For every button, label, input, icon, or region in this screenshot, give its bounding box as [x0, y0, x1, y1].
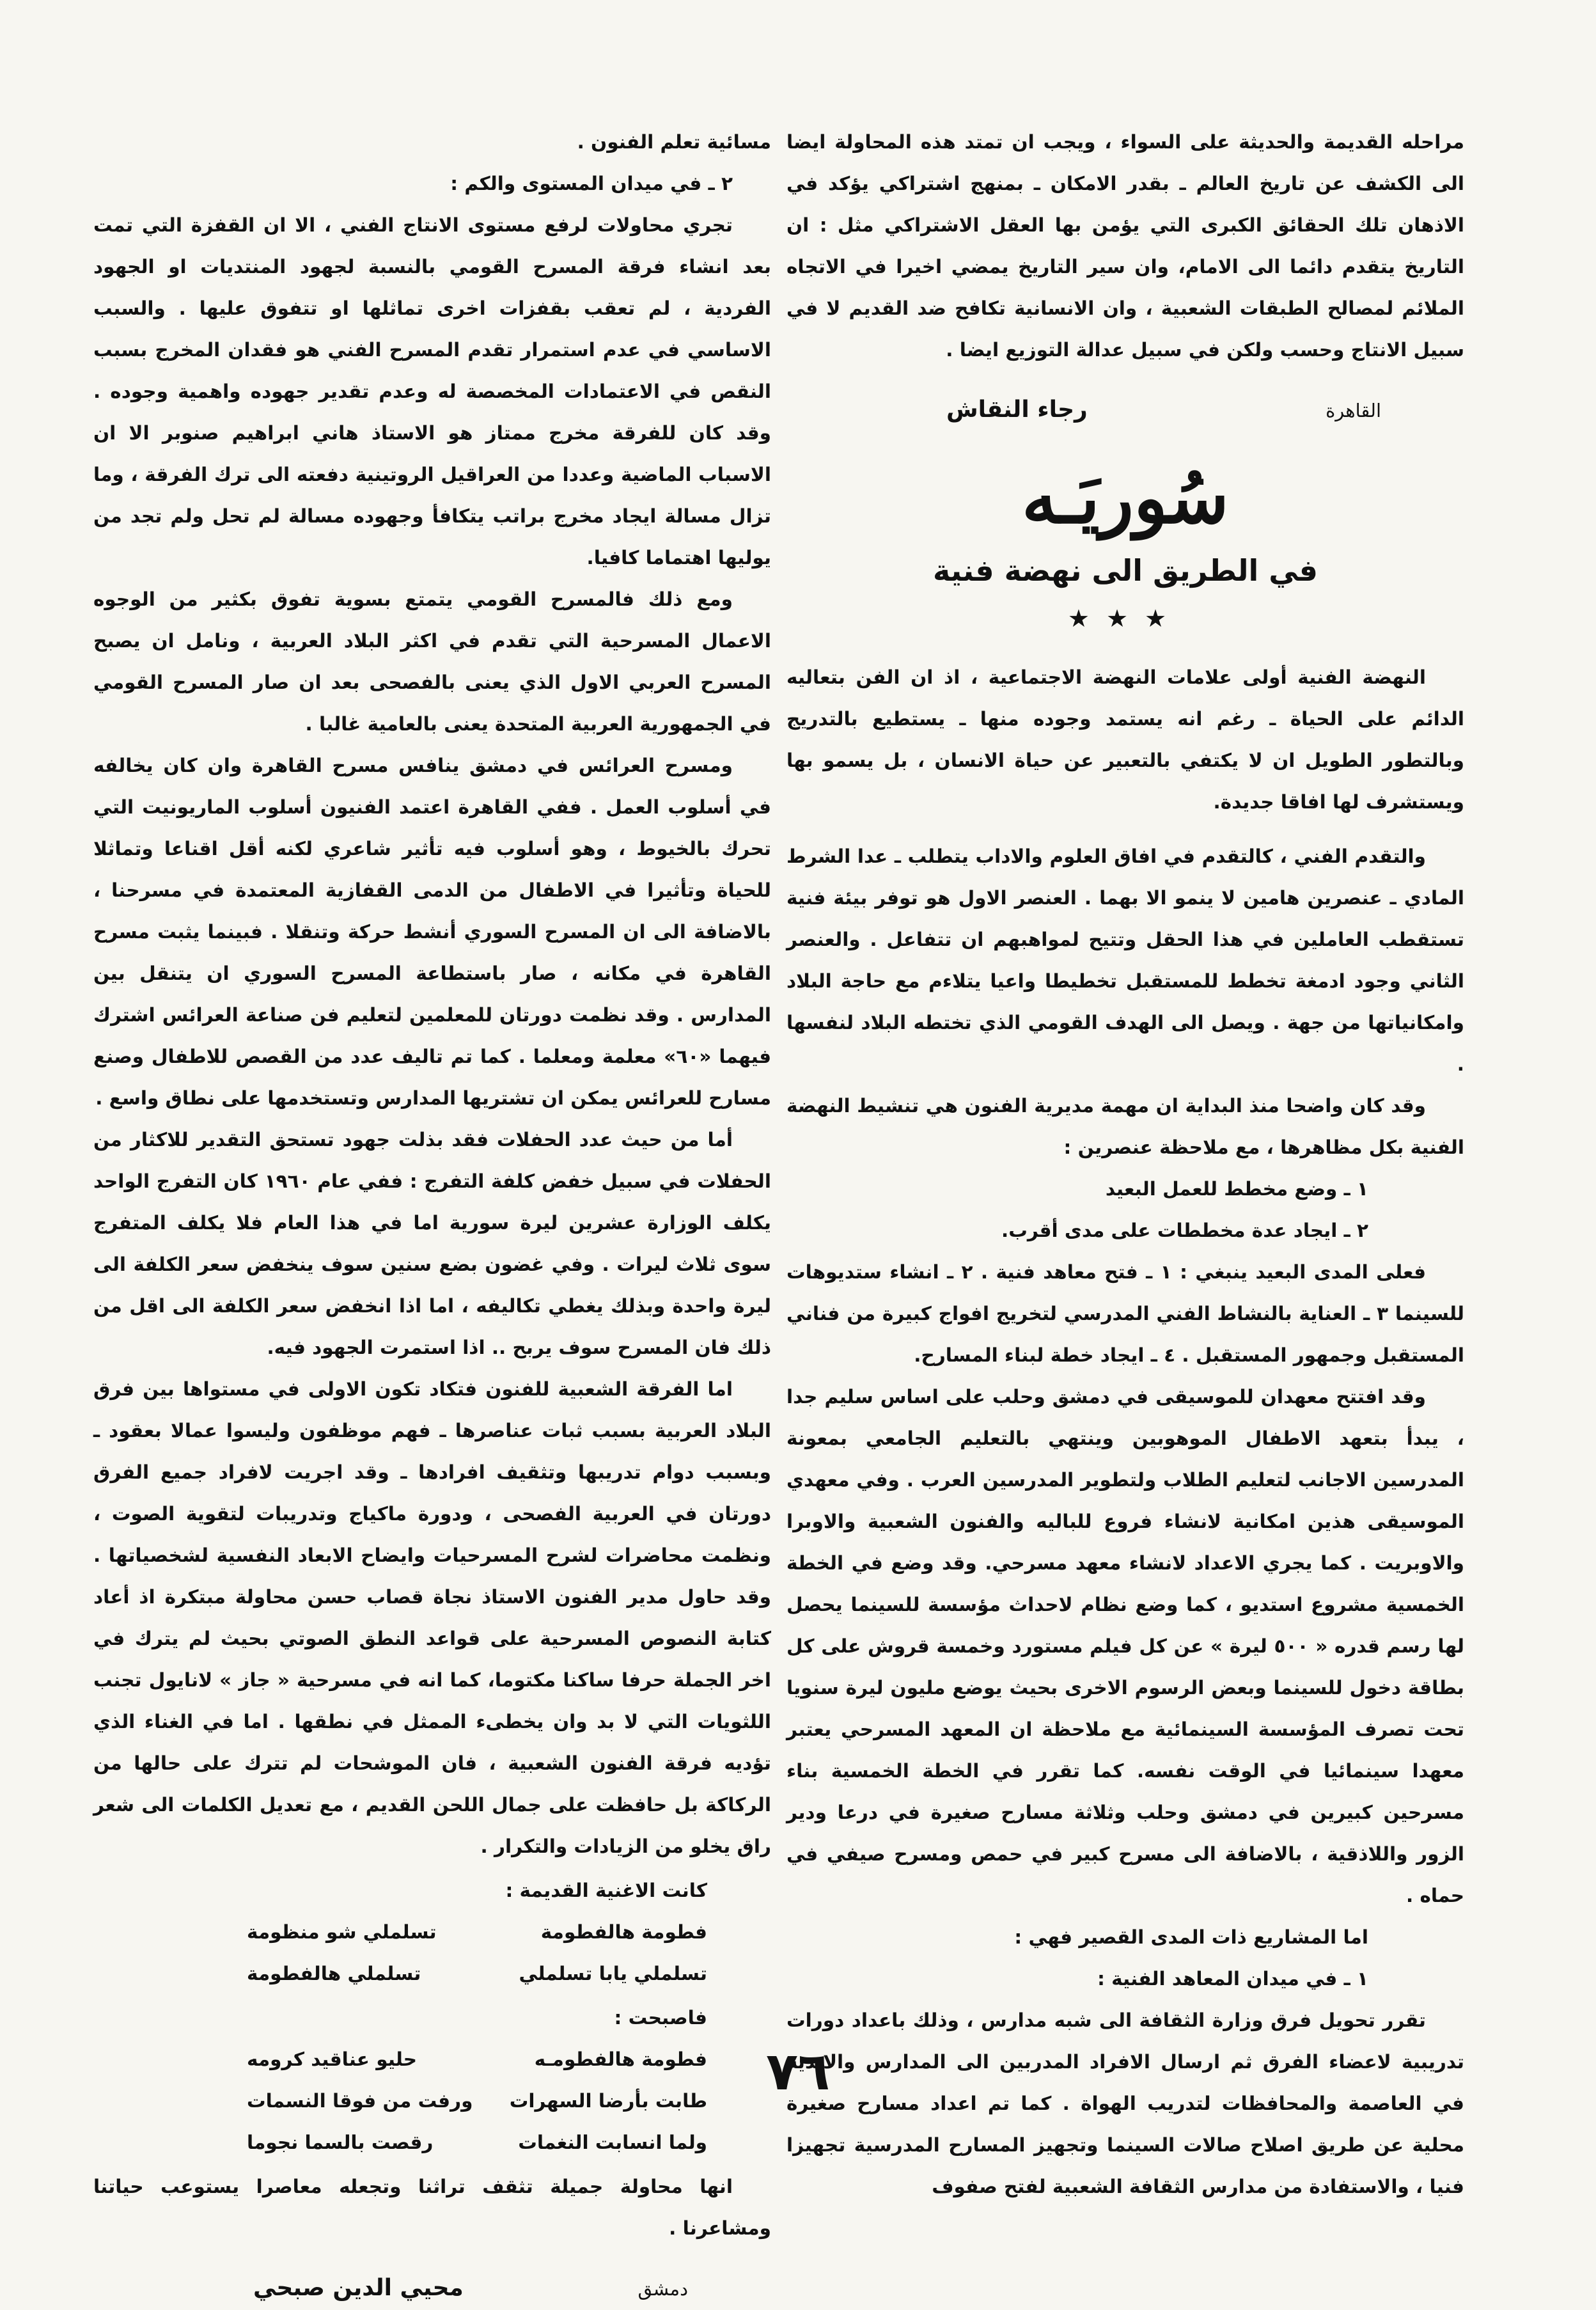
- paragraph: فعلى المدى البعيد ينبغي : ١ ـ فتح معاهد فنية . ٢ ـ انشاء ستديوهات للسينما ٣ ـ العناية بالنشاط الفني المدرسي لتخريج افواج كبيرة من فناني المستقبل وجمهور المستقبل . ٤ ـ ايجاد خطة لبناء المسارح.: [786, 1261, 1464, 1366]
- poem-verse: تسلملي يابا تسلملي: [519, 1963, 707, 1984]
- paragraph: اما المشاريع ذات المدى القصير فهي :: [1014, 1926, 1368, 1948]
- poem-verse: طابت بأرضا السهرات: [509, 2090, 707, 2112]
- list-item: ١ ـ وضع مخطط للعمل البعيد: [1105, 1178, 1368, 1200]
- signature-damascus: [93, 2267, 771, 2310]
- poem-line: [93, 1912, 771, 1953]
- paragraph: مسائية تعلم الفنون .: [577, 131, 771, 153]
- list-item: ٢ ـ في ميدان المستوى والكم :: [450, 173, 733, 194]
- page-number: ٧٦: [765, 2041, 831, 2102]
- signature-city: دمشق: [638, 2278, 688, 2300]
- poem-verse: فطومة هالفطومة: [540, 1921, 707, 1943]
- paragraph: ومسرح العرائس في دمشق ينافس مسرح القاهرة وان كان يخالفه في أسلوب العمل . ففي القاهرة اعتمد الفنيون أسلوب الماريونيت التي تحرك بالخيوط ، وهو أسلوب فيه تأثير شاعري لكنه أقل اقناعا وتماثلا للحياة وتأثيرا في الاطفال من الدمى القفازية المعتمدة في مسرحنا ، بالاضافة الى ان المسرح السوري أنشط حركة وتنقلا . فبينما يثبت مسرح القاهرة في مكانه ، صار باستطاعة المسرح السوري ان يتنقل بين المدارس . وقد نظمت دورتان للمعلمين لتعليم فن صناعة العرائس اشترك فيهما «٦٠» معلمة ومعلما . كما تم تاليف عدد من القصص للاطفال وصنع مسارح للعرائس يمكن ان تشتريها المدارس وتستخدمها على نطاق واسع .: [93, 755, 772, 1109]
- section-subtitle: في الطريق الى نهضة فنية: [933, 553, 1318, 588]
- signature-city: القاهرة: [1326, 400, 1381, 421]
- poem-heading: كانت الاغنية القديمة :: [505, 1880, 707, 1901]
- signature-cairo: [786, 389, 1464, 432]
- poem-verse: حليو عناقيد كرومه: [247, 2048, 418, 2070]
- paragraph: أما من حيث عدد الحفلات فقد بذلت جهود تستحق التقدير للاكثار من الحفلات في سبيل خفض كلفة التفرج : ففي عام ١٩٦٠ كان التفرج الواحد يكلف الوزارة عشرين ليرة سورية اما في هذا العام فلا يكلف المتفرج سوى ثلاث ليرات . وفي غضون بضع سنين سوف ينخفض سعر الكلفة الى ليرة واحدة وبذلك يغطي تكاليفه ، اما اذا انخفض سعر الكلفة الى اقل من ذلك فان المسرح سوف يربح .. اذا استمرت الجهود فيه.: [93, 1129, 771, 1358]
- poem-old: [93, 1870, 771, 1995]
- poem-line: [93, 1953, 771, 1995]
- poem-verse: رقصت بالسما نجوما: [247, 2132, 434, 2153]
- list-item: ١ ـ في ميدان المعاهد الفنية :: [1097, 1968, 1368, 1990]
- poem-verse: فطومة هالفطومـه: [534, 2048, 707, 2070]
- poem-line: [93, 2122, 771, 2164]
- right-column: [786, 122, 1464, 2208]
- signature-author: محيي الدين صبحي: [253, 2275, 464, 2301]
- paragraph: ومع ذلك فالمسرح القومي يتمتع بسوية تفوق بكثير من الوجوه الاعمال المسرحية التي تقدم في اكثر البلاد العربية ، ونامل ان يصبح المسرح العربي الاول الذي يعنى بالفصحى بعد ان صار المسرح القومي في الجمهورية العربية المتحدة يعنى بالعامية غالبا .: [93, 588, 771, 735]
- stars-divider: ★★★: [1067, 604, 1184, 632]
- poem-verse: تسلملي هالفطومة: [247, 1963, 421, 1984]
- left-column: [93, 122, 771, 2310]
- poem-verse: ولما انسابت النغمات: [518, 2132, 707, 2153]
- paragraph: والتقدم الفني ، كالتقدم في افاق العلوم والاداب يتطلب ـ عدا الشرط المادي ـ عنصرين هامين لا ينمو الا بهما . العنصر الاول هو توفر بيئة فنية تستقطب العاملين في هذا الحقل وتتيح لمواهبهم ان تتفاعل . والعنصر الثاني وجود ادمغة تخطط للمستقبل تخطيطا واعيا يتلاءم مع حاجة البلاد وامكانياتها من جهة . ويصل الى الهدف القومي الذي تختطه البلاد لنفسها .: [786, 845, 1464, 1075]
- paragraph: وقد كان واضحا منذ البداية ان مهمة مديرية الفنون هي تنشيط النهضة الفنية بكل مظاهرها ، مع ملاحظة عنصرين :: [786, 1095, 1464, 1158]
- poem-heading: فاصبحت :: [614, 2007, 707, 2029]
- paragraph: تقرر تحويل فرق وزارة الثقافة الى شبه مدارس ، وذلك باعداد دورات تدريبية لاعضاء الفرق ثم ارسال الافراد المدربين الى المدارس والاندية في العاصمة والمحافظات لتدريب الهواة . كما تم اعداد مسارح صغيرة محلية عن طريق اصلاح صالات السينما وتجهيز المسارح المدرسية تجهيزا فنيا ، والاستفادة من مدارس الثقافة الشعبية لفتح صفوف: [786, 2009, 1464, 2197]
- poem-verse: ورفت من فوقا النسمات: [247, 2090, 473, 2112]
- paragraph: انها محاولة جميلة تثقف تراثنا وتجعله معاصرا يستوعب حياتنا ومشاعرنا .: [93, 2176, 771, 2239]
- paragraph: تجري محاولات لرفع مستوى الانتاج الفني ، الا ان القفزة التي تمت بعد انشاء فرقة المسرح القومي بالنسبة لجهود المنتديات او الجهود الفردية ، لم تعقب بقفزات اخرى تماثلها او تتفوق عليها . والسبب الاساسي في عدم استمرار تقدم المسرح الفني هو فقدان المخرج بسبب النقص في الاعتمادات المخصصة له وعدم تقدير جهوده واهمية وجوده . وقد كان للفرقة مخرج ممتاز هو الاستاذ هاني ابراهيم صنوبر الا ان الاسباب الماضية وعددا من العراقيل الروتينية دفعته الى ترك الفرقة ، وما تزال مسالة ايجاد مخرج براتب يتكافأ وجهوده مسالة لم تحل ولم تجد من يوليها اهتماما كافيا.: [93, 214, 771, 569]
- paragraph: النهضة الفنية أولى علامات النهضة الاجتماعية ، اذ ان الفن بتعاليه الدائم على الحياة ـ رغم انه يستمد وجوده منها ـ يستطيع بالتدريج وبالتطور الطويل ان لا يكتفي بالتعبير عن حياة الانسان ، بل يسمو بها ويستشرف لها افاقا جديدة.: [786, 666, 1464, 813]
- list-item: ٢ ـ ايجاد عدة مخططات على مدى أقرب.: [1001, 1220, 1368, 1241]
- signature-author: رجاء النقاش: [946, 397, 1088, 423]
- poem-verse: تسلملي شو منظومة: [247, 1921, 437, 1943]
- paragraph: اما الفرقة الشعبية للفنون فتكاد تكون الاولى في مستواها بين فرق البلاد العربية بسبب ثبات عناصرها ـ فهم موظفون وليسوا عمالا بعقود ـ وبسبب دوام تدريبها وتثقيف افرادها ـ وقد اجريت لافراد جميع الفرق دورتان في العربية الفصحى ، ودورة ماكياج وتدريبات لتقوية الصوت ، ونظمت محاضرات لشرح المسرحيات وايضاح الابعاد النفسية لشخصياتها . وقد حاول مدير الفنون الاستاذ نجاة قصاب حسن محاولة مبتكرة اذ أعاد كتابة النصوص المسرحية على قواعد النطق الصوتي بحيث لم يترك في اخر الجملة حرفا ساكنا مكتوما، كما انه في مسرحية « جاز » لانايول تجنب اللثويات التي لا بد وان يخطىء الممثل في نطقها . اما في الغناء الذي تؤديه فرقة الفنون الشعبية ، فان الموشحات لم تترك على حالها من الركاكة بل حافظت على جمال اللحن القديم ، مع تعديل الكلمات الى شعر راق يخلو من الزيادات والتكرار .: [93, 1378, 771, 1857]
- paragraph: وقد افتتح معهدان للموسيقى في دمشق وحلب على اساس سليم جدا ، يبدأ بتعهد الاطفال الموهوبين وينتهي بالتعليم الجامعي بمعونة المدرسين الاجانب لتعليم الطلاب ولتطوير المدرسين العرب . وفي معهدي الموسيقى هذين امكانية لانشاء فروع للباليه والفنون الشعبية والاوبرا والاوبريت . كما يجري الاعداد لانشاء معهد مسرحي. وقد وضع في الخطة الخمسية مشروع استديو ، كما وضع نظام لاحداث مؤسسة للسينما يحصل لها رسم قدره « ٥٠٠ ليرة » عن كل فيلم مستورد وخمسة قروش على كل بطاقة دخول للسينما وبعض الرسوم الاخرى بحيث يوضع مليون ليرة سنويا تحت تصرف المؤسسة السينمائية مع ملاحظة ان المعهد المسرحي يعتبر معهدا سينمائيا في الوقت نفسه. كما تقرر في الخطة الخمسية بناء مسرحين كبيرين في دمشق وحلب وثلاثة مسارح صغيرة في درعا ودير الزور واللاذقية ، بالاضافة الى مسرح كبير في حمص ومسرح صيفي في حماه .: [786, 1386, 1464, 1906]
- intro-paragraph: مراحله القديمة والحديثة على السواء ، ويجب ان تمتد هذه المحاولة ايضا الى الكشف عن تاريخ العالم ـ بقدر الامكان ـ بمنهج اشتراكي يؤكد في الاذهان تلك الحقائق الكبرى التي يؤمن بها العقل الاشتراكي مثل : ان التاريخ يتقدم دائما الى الامام، وان سير التاريخ يمضي اخيرا في الاتجاه الملائم لمصالح الطبقات الشعبية ، وان الانسانية تكافح ضد القديم لا في سبيل الانتاج وحسب ولكن في سبيل عدالة التوزيع ايضا .: [786, 131, 1464, 361]
- section-title: سُوريَـه: [1022, 457, 1229, 539]
